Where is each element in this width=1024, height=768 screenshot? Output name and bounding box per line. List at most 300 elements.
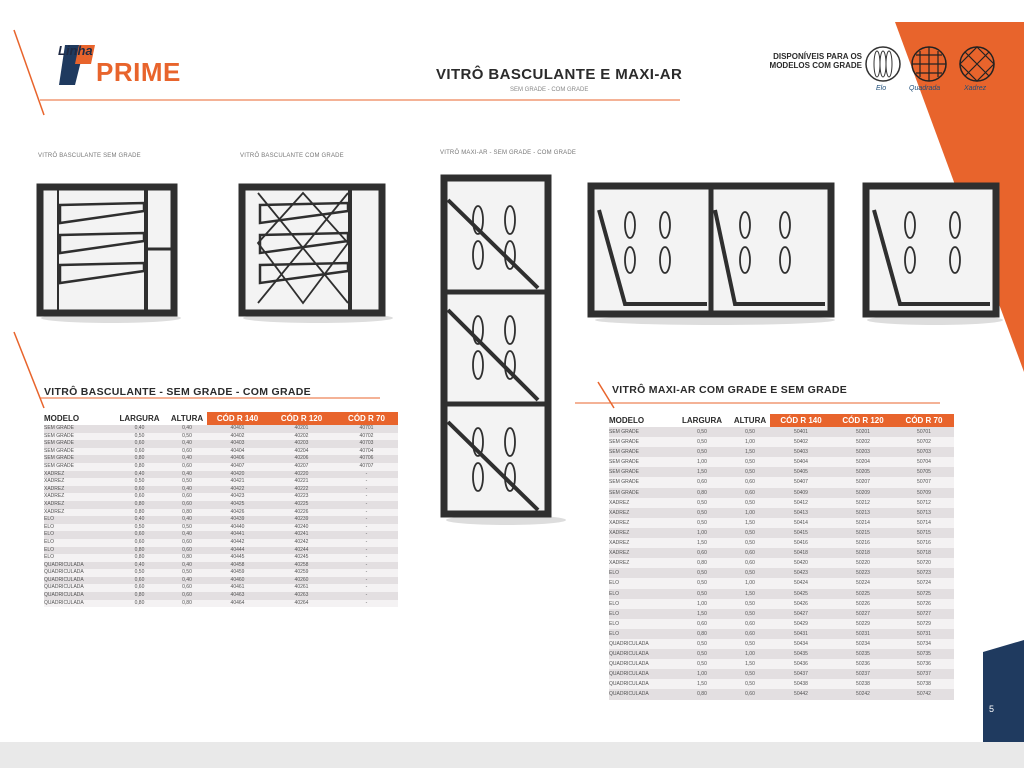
table-cell: 40421 <box>207 478 268 486</box>
table-cell: 0,60 <box>167 584 207 592</box>
section-title-basculante: VITRÔ BASCULANTE - SEM GRADE - COM GRADE <box>44 386 311 398</box>
table-cell: 0,80 <box>674 629 730 639</box>
table-cell: - <box>335 539 398 547</box>
table-cell: 50414 <box>770 518 832 528</box>
table-cell: 40426 <box>207 509 268 517</box>
table-cell: 40422 <box>207 486 268 494</box>
table-cell: 40207 <box>268 463 335 471</box>
table-cell: 40441 <box>207 531 268 539</box>
table-cell: 0,50 <box>730 427 770 437</box>
grade-quadrada-icon <box>910 45 948 83</box>
table-cell: - <box>335 493 398 501</box>
table-cell: ELO <box>44 547 112 555</box>
table-cell: 0,40 <box>167 562 207 570</box>
table-cell: 50402 <box>770 437 832 447</box>
table-row <box>609 447 954 457</box>
table-cell: 0,50 <box>112 569 167 577</box>
table-cell: 0,50 <box>112 478 167 486</box>
table-cell: 0,60 <box>167 547 207 555</box>
table-cell: XADREZ <box>44 509 112 517</box>
table-row <box>44 516 398 524</box>
table-row <box>609 427 954 437</box>
table-cell: 0,40 <box>167 440 207 448</box>
table-cell: 50226 <box>832 599 894 609</box>
table-header-row <box>609 414 954 427</box>
table-cell: 0,50 <box>674 437 730 447</box>
table-cell: - <box>335 471 398 479</box>
table-cell: ELO <box>44 554 112 562</box>
table-cell: QUADRICULADA <box>609 669 674 679</box>
table-cell: 50716 <box>894 538 954 548</box>
table-body <box>44 425 398 607</box>
table-cell: 50724 <box>894 578 954 588</box>
table-cell: 0,60 <box>167 592 207 600</box>
table-cell: - <box>335 486 398 494</box>
table-cell: XADREZ <box>609 508 674 518</box>
table-cell: 40704 <box>335 448 398 456</box>
table-cell: 0,40 <box>167 455 207 463</box>
table-row <box>44 569 398 577</box>
table-cell: 1,50 <box>674 467 730 477</box>
table-cell: 0,80 <box>674 689 730 699</box>
table-cell: 50738 <box>894 679 954 689</box>
table-row <box>44 463 398 471</box>
caption-basculante-com-grade: VITRÔ BASCULANTE COM GRADE <box>240 153 344 159</box>
table-cell: QUADRICULADA <box>44 577 112 585</box>
table-cell: 40226 <box>268 509 335 517</box>
table-cell: 0,80 <box>674 558 730 568</box>
table-cell: 0,60 <box>167 539 207 547</box>
table-cell: 0,60 <box>674 619 730 629</box>
table-cell: 40244 <box>268 547 335 555</box>
table-cell: XADREZ <box>44 493 112 501</box>
table-cell: ELO <box>609 619 674 629</box>
table-row <box>609 629 954 639</box>
table-cell: 0,60 <box>730 689 770 699</box>
table-cell: 50729 <box>894 619 954 629</box>
table-cell: 50405 <box>770 467 832 477</box>
table-cell: 50213 <box>832 508 894 518</box>
table-cell: 50418 <box>770 548 832 558</box>
table-cell: 0,80 <box>112 554 167 562</box>
column-header: CÓD R 120 <box>832 414 894 427</box>
table-row <box>609 548 954 558</box>
table-cell: XADREZ <box>609 548 674 558</box>
table-row <box>44 455 398 463</box>
table-row <box>609 619 954 629</box>
table-cell: 0,40 <box>167 531 207 539</box>
table-cell: ELO <box>44 539 112 547</box>
table-cell: 1,00 <box>674 669 730 679</box>
table-cell: SEM GRADE <box>44 433 112 441</box>
table-cell: 0,50 <box>730 467 770 477</box>
table-cell: 1,50 <box>730 518 770 528</box>
table-cell: XADREZ <box>609 528 674 538</box>
table-row <box>609 457 954 467</box>
table-row <box>609 538 954 548</box>
table-cell: SEM GRADE <box>44 463 112 471</box>
table-cell: 0,40 <box>167 486 207 494</box>
table-cell: - <box>335 478 398 486</box>
table-row <box>44 478 398 486</box>
table-row <box>609 528 954 538</box>
table-row <box>44 493 398 501</box>
table-cell: 40460 <box>207 577 268 585</box>
table-cell: 50224 <box>832 578 894 588</box>
table-cell: 50436 <box>770 659 832 669</box>
table-cell: 40202 <box>268 433 335 441</box>
table-cell: 50734 <box>894 639 954 649</box>
table-cell: 50718 <box>894 548 954 558</box>
table-cell: 1,00 <box>730 508 770 518</box>
table-cell: 0,50 <box>730 679 770 689</box>
table-row <box>609 679 954 689</box>
table-row <box>609 589 954 599</box>
table-cell: 50438 <box>770 679 832 689</box>
table-row <box>44 547 398 555</box>
table-row <box>44 433 398 441</box>
column-header: LARGURA <box>682 416 722 425</box>
table-cell: 40403 <box>207 440 268 448</box>
table-cell: 0,50 <box>674 659 730 669</box>
table-cell: 0,50 <box>674 518 730 528</box>
page-title: VITRÔ BASCULANTE E MAXI-AR <box>436 66 683 83</box>
table-cell: 50207 <box>832 477 894 487</box>
table-cell: 50220 <box>832 558 894 568</box>
table-cell: 40461 <box>207 584 268 592</box>
table-cell: 50712 <box>894 498 954 508</box>
table-cell: 40223 <box>268 493 335 501</box>
table-cell: 40261 <box>268 584 335 592</box>
table-cell: 1,00 <box>730 578 770 588</box>
table-cell: 0,40 <box>167 425 207 433</box>
table-cell: ELO <box>609 568 674 578</box>
table-cell: 50204 <box>832 457 894 467</box>
table-cell: 50214 <box>832 518 894 528</box>
table-cell: 50702 <box>894 437 954 447</box>
table-cell: 50705 <box>894 467 954 477</box>
table-cell: 50707 <box>894 477 954 487</box>
table-cell: ELO <box>609 578 674 588</box>
table-cell: QUADRICULADA <box>609 659 674 669</box>
table-cell: - <box>335 547 398 555</box>
table-row <box>609 568 954 578</box>
table-cell: 40260 <box>268 577 335 585</box>
table-cell: 40407 <box>207 463 268 471</box>
table-cell: - <box>335 509 398 517</box>
table-cell: 50242 <box>832 689 894 699</box>
table-cell: 0,50 <box>674 639 730 649</box>
table-cell: 0,60 <box>730 477 770 487</box>
table-cell: 0,50 <box>674 568 730 578</box>
table-cell: 0,40 <box>112 425 167 433</box>
table-cell: 50216 <box>832 538 894 548</box>
table-cell: 50727 <box>894 609 954 619</box>
table-cell: 0,80 <box>167 554 207 562</box>
table-cell: 40401 <box>207 425 268 433</box>
table-cell: 0,50 <box>674 427 730 437</box>
table-cell: SEM GRADE <box>609 488 674 498</box>
table-cell: 0,50 <box>674 447 730 457</box>
table-cell: 50709 <box>894 488 954 498</box>
table-cell: 0,80 <box>112 455 167 463</box>
table-cell: 0,80 <box>674 488 730 498</box>
table-cell: 50231 <box>832 629 894 639</box>
table-cell: 0,50 <box>167 433 207 441</box>
table-cell: 50735 <box>894 649 954 659</box>
column-header: CÓD R 70 <box>335 412 398 425</box>
table-cell: 40463 <box>207 592 268 600</box>
table-cell: 40240 <box>268 524 335 532</box>
table-row <box>44 554 398 562</box>
table-cell: 50412 <box>770 498 832 508</box>
table-cell: 1,00 <box>730 437 770 447</box>
window-basculante-sem-grade-image <box>36 183 186 325</box>
table-cell: QUADRICULADA <box>609 649 674 659</box>
window-maxiar-vertical-image <box>438 170 568 526</box>
table-cell: 1,00 <box>674 528 730 538</box>
table-cell: 40444 <box>207 547 268 555</box>
table-cell: 0,50 <box>674 578 730 588</box>
table-cell: SEM GRADE <box>44 448 112 456</box>
table-cell: 0,60 <box>112 486 167 494</box>
table-cell: 0,60 <box>112 531 167 539</box>
table-cell: 50720 <box>894 558 954 568</box>
table-row <box>44 539 398 547</box>
table-cell: 50407 <box>770 477 832 487</box>
table-cell: XADREZ <box>609 498 674 508</box>
table-cell: 40402 <box>207 433 268 441</box>
table-body <box>609 427 954 700</box>
brand-line: Linha <box>58 43 93 58</box>
table-cell: 50437 <box>770 669 832 679</box>
table-cell: 0,80 <box>112 592 167 600</box>
table-cell: 50416 <box>770 538 832 548</box>
table-cell: 1,00 <box>730 649 770 659</box>
table-cell: 0,50 <box>674 498 730 508</box>
page-subtitle: SEM GRADE - COM GRADE <box>510 87 589 93</box>
table-row <box>44 486 398 494</box>
table-cell: 50234 <box>832 639 894 649</box>
table-cell: 1,50 <box>674 679 730 689</box>
table-cell: 1,00 <box>674 457 730 467</box>
table-cell: 50236 <box>832 659 894 669</box>
column-header: MODELO <box>609 416 645 425</box>
table-cell: QUADRICULADA <box>44 584 112 592</box>
table-cell: 40225 <box>268 501 335 509</box>
table-cell: SEM GRADE <box>609 477 674 487</box>
table-cell: ELO <box>44 531 112 539</box>
table-cell: XADREZ <box>44 501 112 509</box>
table-cell: - <box>335 524 398 532</box>
table-cell: 0,60 <box>730 619 770 629</box>
table-cell: 40420 <box>207 471 268 479</box>
table-cell: SEM GRADE <box>44 455 112 463</box>
table-cell: 50202 <box>832 437 894 447</box>
table-cell: 0,60 <box>112 493 167 501</box>
table-cell: - <box>335 569 398 577</box>
table-cell: 50431 <box>770 629 832 639</box>
column-header: ALTURA <box>733 416 767 425</box>
table-cell: 50713 <box>894 508 954 518</box>
table-cell: ELO <box>609 629 674 639</box>
table-row <box>609 488 954 498</box>
column-header: CÓD R 140 <box>770 414 832 427</box>
table-row <box>44 600 398 608</box>
table-cell: 40406 <box>207 455 268 463</box>
table-cell: 40259 <box>268 569 335 577</box>
table-cell: 0,40 <box>112 516 167 524</box>
table-cell: SEM GRADE <box>609 437 674 447</box>
table-cell: 0,50 <box>730 528 770 538</box>
table-cell: 0,60 <box>674 548 730 558</box>
table-cell: QUADRICULADA <box>44 600 112 608</box>
table-cell: 50731 <box>894 629 954 639</box>
table-cell: 0,80 <box>167 509 207 517</box>
table-cell: 40220 <box>268 471 335 479</box>
table-cell: QUADRICULADA <box>609 679 674 689</box>
table-cell: 40201 <box>268 425 335 433</box>
table-cell: 40701 <box>335 425 398 433</box>
table-row <box>609 578 954 588</box>
table-cell: 40458 <box>207 562 268 570</box>
table-cell: 0,60 <box>167 501 207 509</box>
table-cell: 0,60 <box>112 539 167 547</box>
table-row <box>44 531 398 539</box>
table-cell: 40459 <box>207 569 268 577</box>
table-cell: 50420 <box>770 558 832 568</box>
table-cell: ELO <box>44 516 112 524</box>
table-cell: 50426 <box>770 599 832 609</box>
table-cell: - <box>335 584 398 592</box>
table-cell: 40241 <box>268 531 335 539</box>
table-cell: 50201 <box>832 427 894 437</box>
table-cell: 50715 <box>894 528 954 538</box>
table-cell: 0,60 <box>730 488 770 498</box>
table-cell: SEM GRADE <box>609 427 674 437</box>
table-cell: 1,50 <box>674 538 730 548</box>
table-cell: ELO <box>44 524 112 532</box>
table-row <box>44 448 398 456</box>
table-cell: 50203 <box>832 447 894 457</box>
grade-elo-icon <box>864 45 902 83</box>
table-cell: QUADRICULADA <box>44 592 112 600</box>
table-cell: 0,50 <box>730 669 770 679</box>
table-cell: 50737 <box>894 669 954 679</box>
table-cell: - <box>335 592 398 600</box>
table-maxiar <box>609 414 954 700</box>
table-cell: 40440 <box>207 524 268 532</box>
table-row <box>609 599 954 609</box>
table-cell: 40239 <box>268 516 335 524</box>
table-cell: 0,60 <box>730 548 770 558</box>
column-header: CÓD R 140 <box>207 412 268 425</box>
table-row <box>44 509 398 517</box>
table-row <box>609 639 954 649</box>
table-cell: 50237 <box>832 669 894 679</box>
table-cell: - <box>335 531 398 539</box>
table-cell: 40258 <box>268 562 335 570</box>
table-cell: 50229 <box>832 619 894 629</box>
section-title-maxiar: VITRÔ MAXI-AR COM GRADE E SEM GRADE <box>612 384 848 396</box>
table-cell: 50427 <box>770 609 832 619</box>
table-cell: 40423 <box>207 493 268 501</box>
table-cell: 40464 <box>207 600 268 608</box>
table-cell: 50225 <box>832 589 894 599</box>
table-cell: 0,40 <box>167 577 207 585</box>
table-cell: 0,50 <box>674 649 730 659</box>
table-row <box>44 425 398 433</box>
table-row <box>609 498 954 508</box>
table-cell: XADREZ <box>44 486 112 494</box>
table-cell: 0,40 <box>167 516 207 524</box>
table-cell: 1,50 <box>730 589 770 599</box>
table-cell: 0,60 <box>674 477 730 487</box>
table-cell: 40442 <box>207 539 268 547</box>
table-cell: 0,50 <box>674 589 730 599</box>
table-cell: 0,50 <box>167 524 207 532</box>
table-cell: 1,50 <box>730 447 770 457</box>
table-cell: 50205 <box>832 467 894 477</box>
table-row <box>609 649 954 659</box>
table-row <box>609 518 954 528</box>
table-cell: 0,60 <box>112 440 167 448</box>
table-cell: 50413 <box>770 508 832 518</box>
table-row <box>609 477 954 487</box>
column-header: CÓD R 120 <box>268 412 335 425</box>
table-cell: 40264 <box>268 600 335 608</box>
table-cell: 50714 <box>894 518 954 528</box>
table-row <box>44 577 398 585</box>
table-cell: 40245 <box>268 554 335 562</box>
table-cell: XADREZ <box>609 518 674 528</box>
table-cell: QUADRICULADA <box>44 569 112 577</box>
grade-label-quadrada: Quadrada <box>909 85 941 92</box>
table-cell: 0,60 <box>112 584 167 592</box>
table-cell: 0,40 <box>112 471 167 479</box>
table-cell: 50726 <box>894 599 954 609</box>
table-cell: - <box>335 501 398 509</box>
table-cell: 0,60 <box>167 493 207 501</box>
table-cell: 40204 <box>268 448 335 456</box>
table-cell: 0,80 <box>167 600 207 608</box>
table-cell: 50223 <box>832 568 894 578</box>
table-cell: 40707 <box>335 463 398 471</box>
table-cell: - <box>335 516 398 524</box>
table-row <box>44 440 398 448</box>
table-cell: XADREZ <box>44 478 112 486</box>
table-row <box>609 659 954 669</box>
table-cell: SEM GRADE <box>609 447 674 457</box>
table-row <box>44 501 398 509</box>
table-cell: 50736 <box>894 659 954 669</box>
table-cell: 0,60 <box>730 629 770 639</box>
table-cell: 40206 <box>268 455 335 463</box>
column-header: MODELO <box>44 414 80 423</box>
table-cell: 50424 <box>770 578 832 588</box>
page-number: 5 <box>989 704 995 714</box>
table-cell: 0,50 <box>730 457 770 467</box>
table-cell: - <box>335 577 398 585</box>
table-cell: 40203 <box>268 440 335 448</box>
table-cell: 0,60 <box>112 577 167 585</box>
table-cell: XADREZ <box>609 558 674 568</box>
table-cell: 50218 <box>832 548 894 558</box>
table-cell: 0,40 <box>167 471 207 479</box>
table-row <box>44 592 398 600</box>
caption-basculante-sem-grade: VITRÔ BASCULANTE SEM GRADE <box>38 153 141 159</box>
table-cell: QUADRICULADA <box>44 562 112 570</box>
